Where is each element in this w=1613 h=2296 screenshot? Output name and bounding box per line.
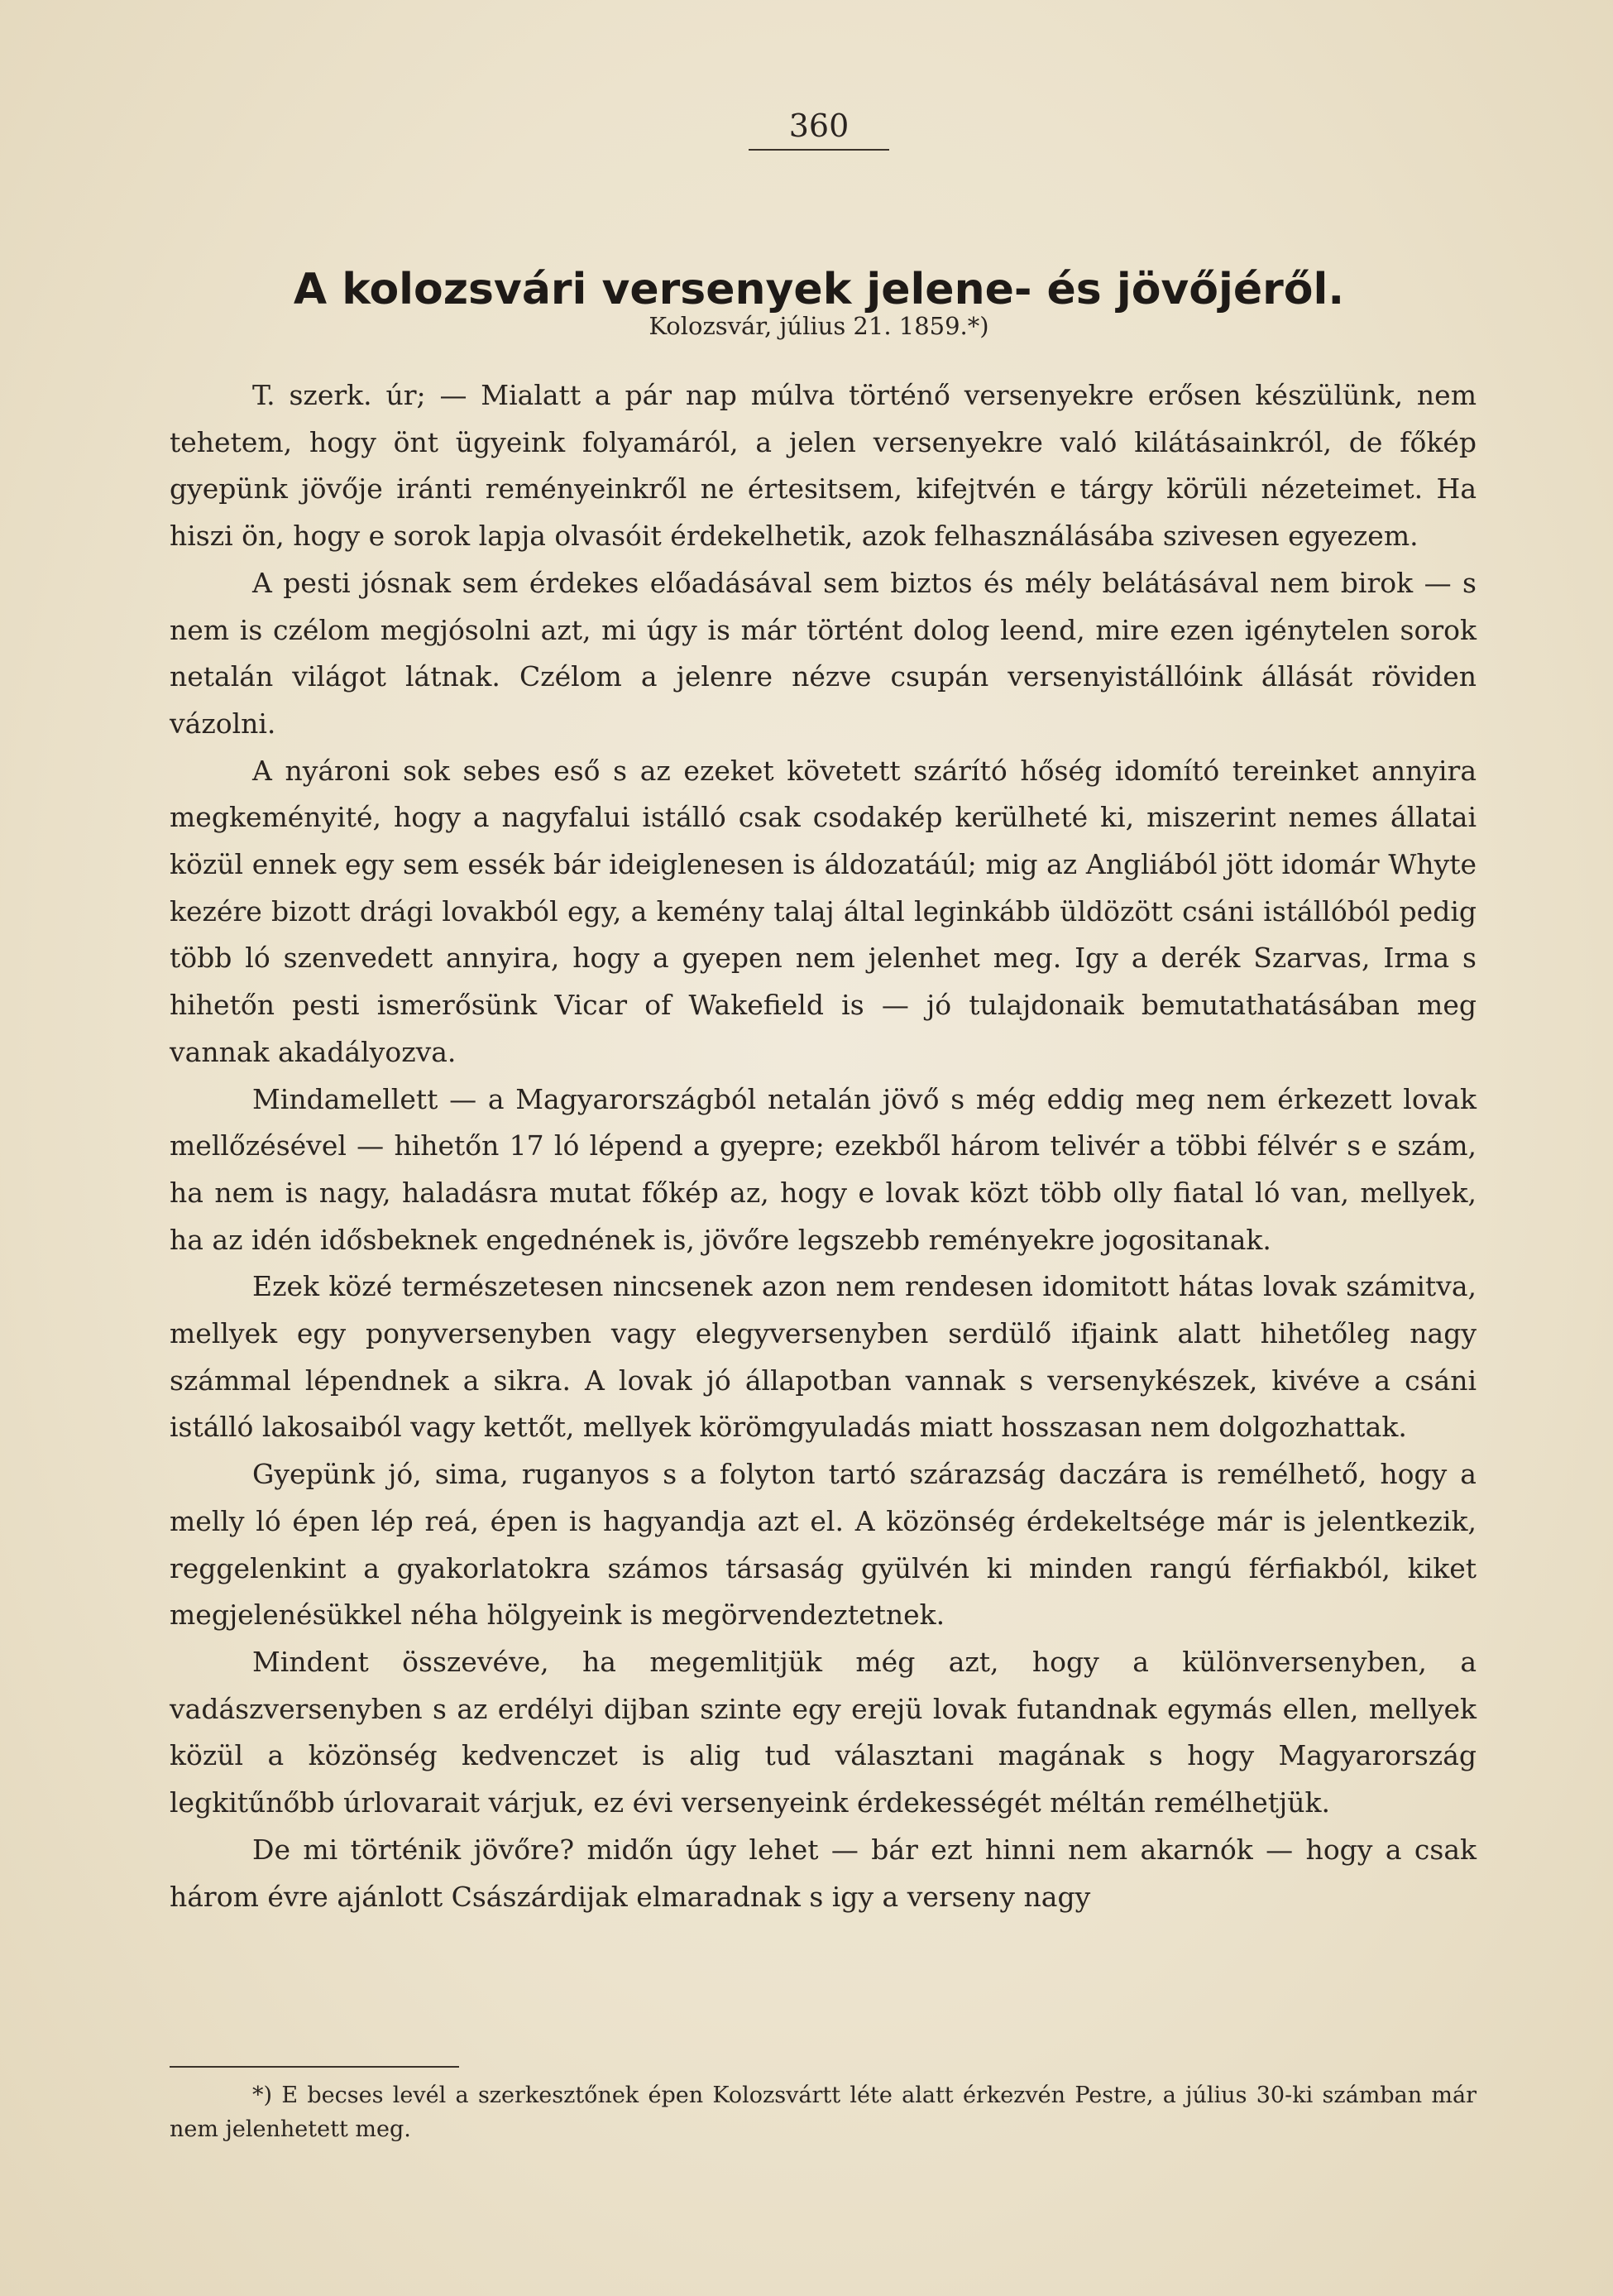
article-dateline: Kolozsvár, július 21. 1859.*) xyxy=(649,312,989,340)
paragraph-5: Ezek közé természetesen nincsenek azon nem rendesen idomitott hátas lovak számitva, mellyek egy ponyversenyben vagy elegyversenyben serdülő ifjaink alatt hihetőleg nagy számmal lépendnek a sikra. A lovak jó állapotban vannak s versenykészek, kivéve a csáni istálló lakosaiból vagy kettőt, mellyek körömgyuladás miatt hosszasan nem dolgozhattak. xyxy=(170,1270,1477,1444)
footnote-text: *) E becses levél a szerkesztőnek épen Kolozsvártt léte alatt érkezvén Pestre, a július 30-ki számban már nem jelenhetett meg. xyxy=(170,2083,1477,2142)
paragraph-1: T. szerk. úr; — Mialatt a pár nap múlva történő versenyekre erősen készülünk, nem tehetem, hogy önt ügyeink folyamáról, a jelen versenyekre való kilátásainkról, de főkép gyepünk jövője iránti reményeinkről ne értesitsem, kifejtvén e tárgy körüli nézeteimet. Ha hiszi ön, hogy e sorok lapja olvasóit érdekelhetik, azok felhasználásába szivesen egyezem. xyxy=(170,379,1477,553)
paragraph-6: Gyepünk jó, sima, ruganyos s a folyton tartó szárazság daczára is remélhető, hogy a melly ló épen lép reá, épen is hagyandja azt el. A közönség érdekeltsége már is jelentkezik, reggelenkint a gyakorlatokra számos társaság gyülvén ki minden rangú férfiakból, kiket megjelenésükkel néha hölgyeink is megörvendeztetnek. xyxy=(170,1458,1477,1632)
footnote xyxy=(170,2078,1477,2146)
article-title: A kolozsvári versenyek jelene- és jövőjéről. xyxy=(293,264,1345,314)
article-body xyxy=(170,372,1477,1920)
paragraph-2: A pesti jósnak sem érdekes előadásával sem biztos és mély belátásával nem birok — s nem is czélom megjósolni azt, mi úgy is már történt dolog leend, mire ezen igénytelen sorok netalán világot látnak. Czélom a jelenre nézve csupán versenyistállóink állását röviden vázolni. xyxy=(170,566,1477,740)
page-number: 360 xyxy=(788,108,850,144)
paragraph-7: Mindent összevéve, ha megemlitjük még azt, hogy a különversenyben, a vadászversenyben s az erdélyi dijban szinte egy erejü lovak futandnak egymás ellen, mellyek közül a közönség kedvenczet is alig tud választani magának s hogy Magyarország legkitűnőbb úrlovarait várjuk, ez évi versenyeink érdekességét méltán remélhetjük. xyxy=(170,1645,1477,1819)
paragraph-3: A nyároni sok sebes eső s az ezeket követett szárító hőség idomító tereinket annyira megkeményité, hogy a nagyfalui istálló csak csodakép kerülheté ki, miszerint nemes állatai közül ennek egy sem essék bár ideiglenesen is áldozatáúl; mig az Angliából jött idomár Whyte kezére bizott drági lovakból egy, a kemény talaj által leginkább üldözött csáni istállóból pedig több ló szenvedett annyira, hogy a gyepen nem jelenhet meg. Igy a derék Szarvas, Irma s hihetőn pesti ismerősünk Vicar of Wakefield is — jó tulajdonaik bemutathatásában meg vannak akadályozva. xyxy=(170,754,1477,1068)
page-number-rule xyxy=(749,149,889,151)
paragraph-4: Mindamellett — a Magyarországból netalán jövő s még eddig meg nem érkezett lovak mellőzésével — hihetőn 17 ló lépend a gyepre; ezekből három telivér a többi félvér s e szám, ha nem is nagy, haladásra mutat főkép az, hogy e lovak közt több olly fiatal ló van, mellyek, ha az idén idősbeknek engednének is, jövőre legszebb reményekre jogositanak. xyxy=(170,1082,1477,1256)
footnote-rule xyxy=(170,2066,459,2068)
paragraph-8: De mi történik jövőre? midőn úgy lehet — bár ezt hinni nem akarnók — hogy a csak három évre ajánlott Császárdijak elmaradnak s igy a verseny nagy xyxy=(170,1833,1477,1913)
